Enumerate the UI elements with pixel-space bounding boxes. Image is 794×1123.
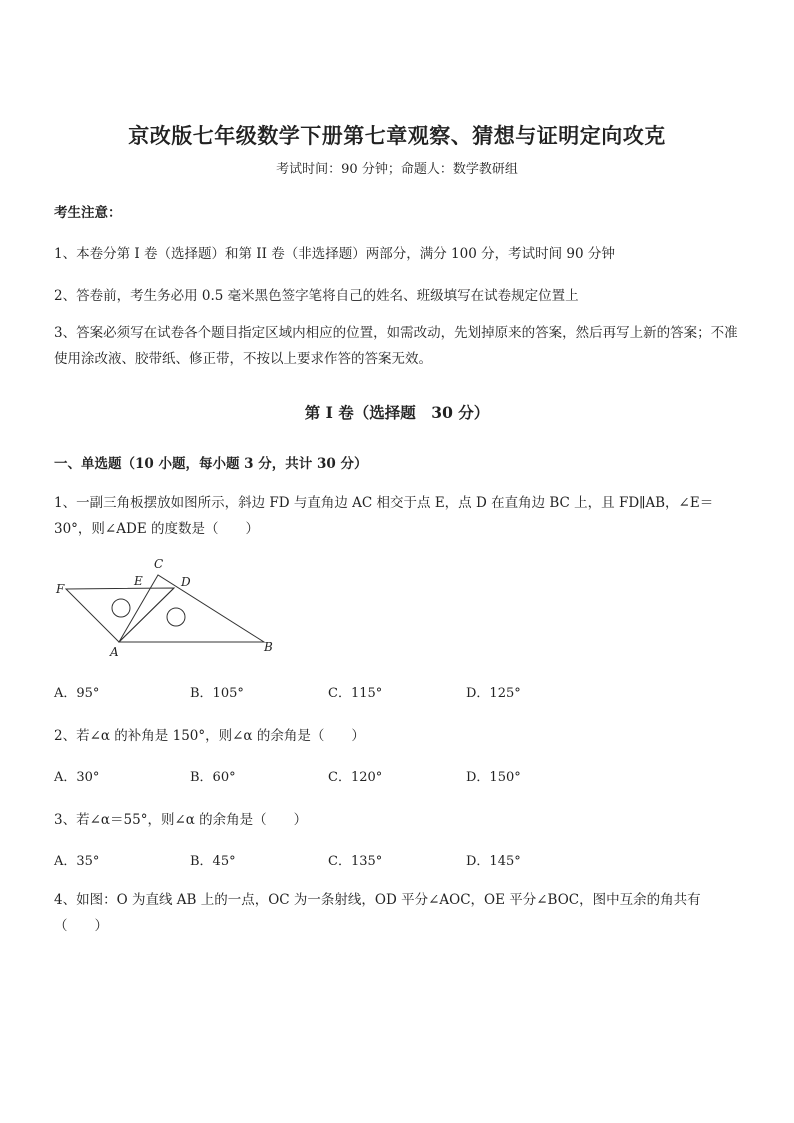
label-e: E bbox=[134, 574, 143, 588]
option-c[interactable]: C．120° bbox=[328, 770, 383, 785]
option-b[interactable]: B．105° bbox=[190, 686, 244, 701]
label-a: A bbox=[110, 645, 119, 659]
question-4-stem: 4、如图：O 为直线 AB 上的一点，OC 为一条射线，OD 平分∠AOC，OE 平分∠BOC，图中互余的角共有（ ） bbox=[54, 892, 701, 934]
question-1-stem: 1、一副三角板摆放如图所示，斜边 FD 与直角边 AC 相交于点 E，点 D 在直角边 BC 上，且 FD∥AB，∠E＝30°，则∠ADE 的度数是（ ） bbox=[54, 495, 714, 537]
option-b[interactable]: B．45° bbox=[190, 854, 236, 869]
option-d[interactable]: D．125° bbox=[466, 686, 521, 701]
label-d: D bbox=[181, 575, 191, 589]
question-2-stem: 2、若∠α 的补角是 150°，则∠α 的余角是（ ） bbox=[54, 728, 365, 744]
option-a[interactable]: A．95° bbox=[54, 686, 100, 701]
label-b: B bbox=[264, 640, 273, 654]
notice-item: 1、本卷分第 I 卷（选择题）和第 II 卷（非选择题）两部分，满分 100 分，考试时间 90 分钟 bbox=[54, 246, 615, 262]
exam-info: 考试时间：90 分钟；命题人：数学教研组 bbox=[276, 162, 518, 177]
question-3-stem: 3、若∠α＝55°，则∠α 的余角是（ ） bbox=[54, 812, 308, 828]
notice-item: 3、答案必须写在试卷各个题目指定区域内相应的位置，如需改动，先划掉原来的答案，然后再写上新的答案；不准使用涂改液、胶带纸、修正带，不按以上要求作答的答案无效。 bbox=[54, 325, 738, 367]
label-f: F bbox=[56, 582, 65, 596]
option-b[interactable]: B．60° bbox=[190, 770, 236, 785]
right-angle-circle bbox=[112, 599, 130, 617]
right-angle-circle bbox=[167, 608, 185, 626]
part-heading: 一、单选题（10 小题，每小题 3 分，共计 30 分） bbox=[54, 456, 368, 472]
triangle-fed bbox=[66, 588, 174, 642]
option-a[interactable]: A．30° bbox=[54, 770, 100, 785]
option-a[interactable]: A．35° bbox=[54, 854, 100, 869]
label-c: C bbox=[154, 557, 164, 571]
option-c[interactable]: C．115° bbox=[328, 686, 383, 701]
triangle-figure bbox=[50, 555, 280, 660]
option-d[interactable]: D．150° bbox=[466, 770, 521, 785]
option-c[interactable]: C．135° bbox=[328, 854, 383, 869]
section-title: 第 I 卷（选择题 30 分） bbox=[304, 403, 490, 422]
notice-item: 2、答卷前，考生务必用 0.5 毫米黑色签字笔将自己的姓名、班级填写在试卷规定位置上 bbox=[54, 288, 579, 304]
notice-heading: 考生注意： bbox=[54, 205, 122, 221]
page-title: 京改版七年级数学下册第七章观察、猜想与证明定向攻克 bbox=[128, 123, 666, 148]
option-d[interactable]: D．145° bbox=[466, 854, 521, 869]
